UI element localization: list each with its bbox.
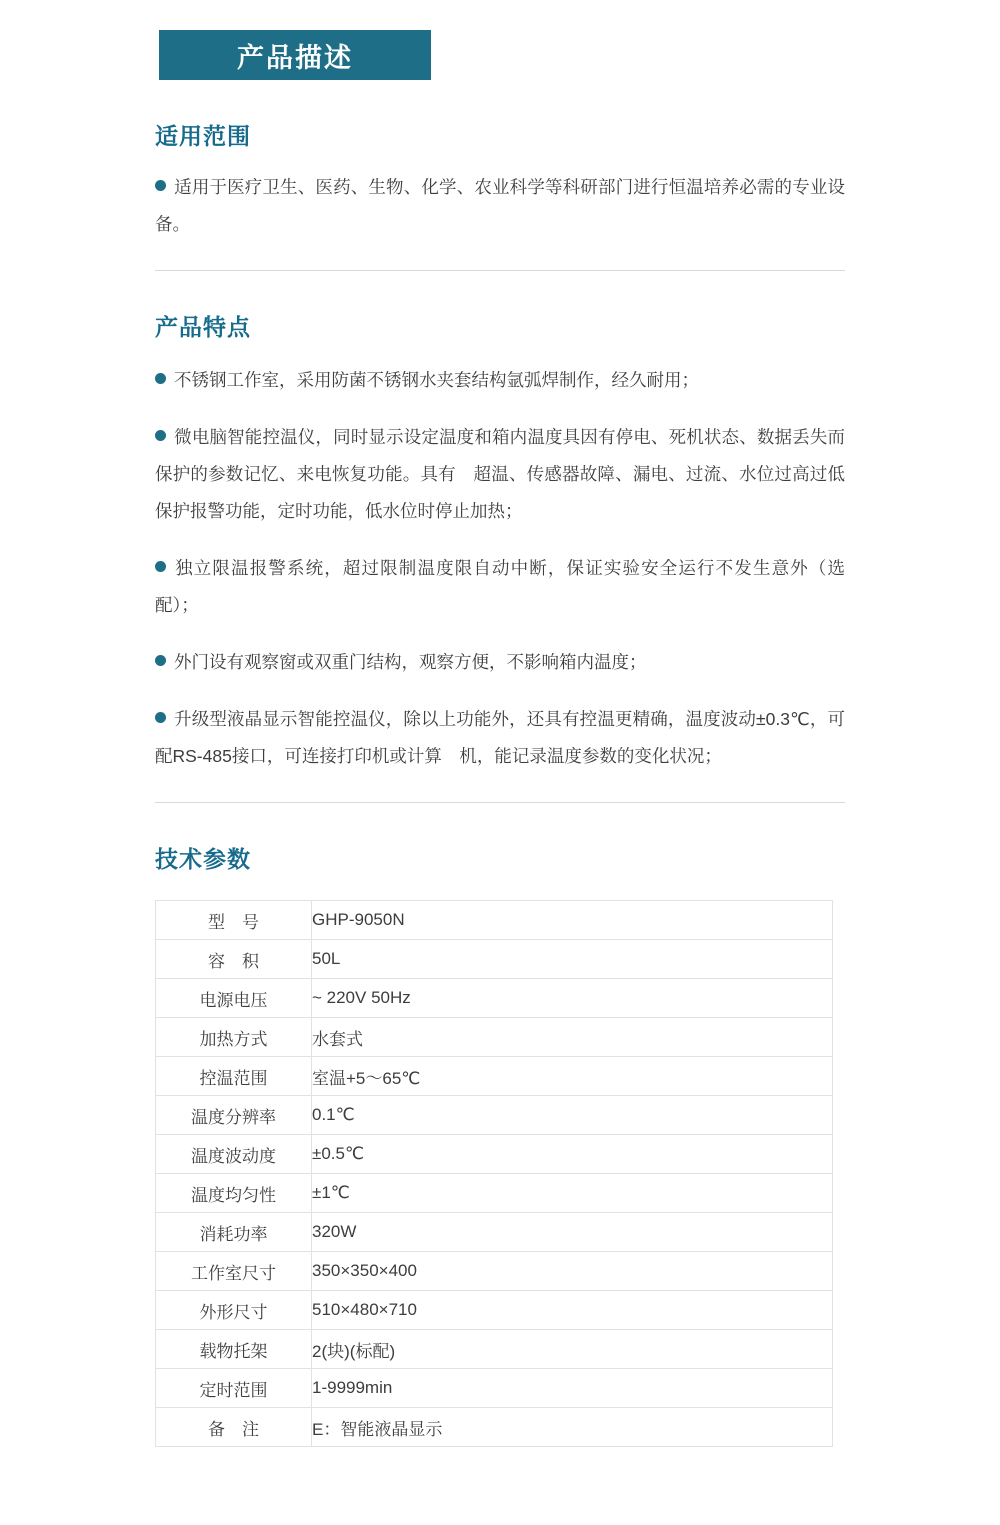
bullet-dot-icon [155, 655, 166, 666]
table-row [156, 1057, 833, 1096]
spec-value: E：智能液晶显示 [312, 1408, 833, 1447]
bullet-dot-icon [155, 561, 166, 572]
spec-value: 室温+5～65℃ [312, 1057, 833, 1096]
spec-label: 容 积 [156, 940, 312, 979]
bullet-dot-icon [155, 373, 166, 384]
feature-item-text: 微电脑智能控温仪，同时显示设定温度和箱内温度具因有停电、死机状态、数据丢失而保护的参数记忆、来电恢复功能。具有 超温、传感器故障、漏电、过流、水位过高过低保护报警功能，定时功能，低水位时停止加热； [155, 427, 845, 521]
feature-item-text: 独立限温报警系统，超过限制温度限自动中断，保证实验安全运行不发生意外（选配）； [155, 558, 845, 615]
spec-value: ±1℃ [312, 1174, 833, 1213]
table-row [156, 1408, 833, 1447]
table-row [156, 1018, 833, 1057]
feature-item-text: 外门设有观察窗或双重门结构，观察方便，不影响箱内温度； [174, 652, 647, 672]
spec-label: 加热方式 [156, 1018, 312, 1057]
spec-value: 510×480×710 [312, 1291, 833, 1330]
spec-label: 消耗功率 [156, 1213, 312, 1252]
feature-item [155, 362, 845, 399]
scope-heading: 适用范围 [155, 123, 251, 149]
table-row [156, 940, 833, 979]
table-row [156, 1330, 833, 1369]
spec-label: 型 号 [156, 901, 312, 940]
feature-item [155, 701, 845, 775]
table-row [156, 1135, 833, 1174]
table-row [156, 1291, 833, 1330]
features-heading: 产品特点 [155, 314, 251, 340]
specs-table [155, 900, 833, 1447]
spec-value: 320W [312, 1213, 833, 1252]
spec-value: 350×350×400 [312, 1252, 833, 1291]
spec-value: 水套式 [312, 1018, 833, 1057]
scope-item-text: 适用于医疗卫生、医药、生物、化学、农业科学等科研部门进行恒温培养必需的专业设备。 [155, 177, 845, 234]
feature-item [155, 644, 845, 681]
spec-value: ±0.5℃ [312, 1135, 833, 1174]
table-row [156, 1096, 833, 1135]
spec-value: 1-9999min [312, 1369, 833, 1408]
bullet-dot-icon [155, 712, 166, 723]
table-row [156, 1174, 833, 1213]
section-scope [155, 118, 845, 271]
bullet-dot-icon [155, 180, 166, 191]
page-title: 产品描述 [237, 42, 353, 73]
spec-value: 0.1℃ [312, 1096, 833, 1135]
spec-label: 温度波动度 [156, 1135, 312, 1174]
section-divider [155, 270, 845, 271]
spec-label: 温度均匀性 [156, 1174, 312, 1213]
table-row [156, 1252, 833, 1291]
spec-label: 工作室尺寸 [156, 1252, 312, 1291]
specs-heading: 技术参数 [155, 846, 251, 872]
table-row [156, 1213, 833, 1252]
table-row [156, 979, 833, 1018]
spec-value: GHP-9050N [312, 901, 833, 940]
feature-item [155, 419, 845, 530]
section-divider [155, 802, 845, 803]
bullet-dot-icon [155, 430, 166, 441]
feature-item [155, 550, 845, 624]
section-features [155, 309, 845, 803]
spec-label: 定时范围 [156, 1369, 312, 1408]
feature-item-text: 不锈钢工作室，采用防菌不锈钢水夹套结构氩弧焊制作，经久耐用； [174, 370, 699, 390]
scope-item [155, 169, 845, 243]
spec-label: 控温范围 [156, 1057, 312, 1096]
spec-label: 载物托架 [156, 1330, 312, 1369]
page-title-banner [159, 30, 431, 80]
table-row [156, 901, 833, 940]
feature-item-text: 升级型液晶显示智能控温仪，除以上功能外，还具有控温更精确，温度波动±0.3℃，可配RS-485接口，可连接打印机或计算 机，能记录温度参数的变化状况； [155, 709, 845, 766]
spec-value: 2(块)(标配) [312, 1330, 833, 1369]
spec-value: ~ 220V 50Hz [312, 979, 833, 1018]
spec-label: 温度分辨率 [156, 1096, 312, 1135]
spec-label: 电源电压 [156, 979, 312, 1018]
spec-value: 50L [312, 940, 833, 979]
spec-label: 备 注 [156, 1408, 312, 1447]
section-specs [155, 841, 845, 1447]
spec-label: 外形尺寸 [156, 1291, 312, 1330]
table-row [156, 1369, 833, 1408]
